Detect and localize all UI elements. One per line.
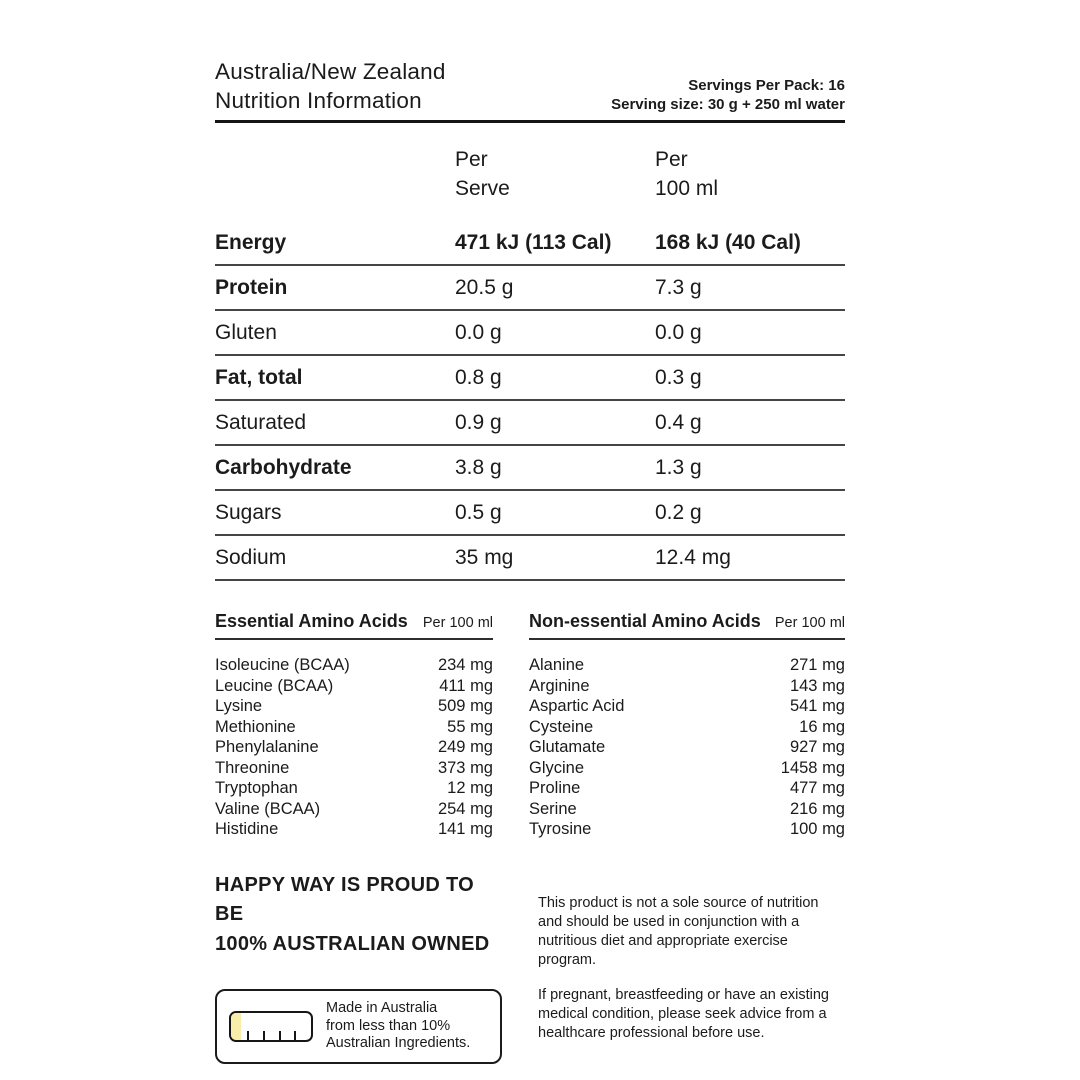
- column-spacer: [215, 145, 455, 203]
- page-title-line2: Nutrition Information: [215, 88, 422, 113]
- row-label: Sodium: [215, 545, 287, 569]
- unit-label: Per 100 ml: [774, 615, 845, 631]
- row-label: Sugars: [215, 500, 282, 524]
- australian-made-gauge-icon: [229, 1011, 313, 1042]
- per-serve-value: 35 mg: [455, 545, 514, 569]
- unit-label: Per 100 ml: [422, 615, 493, 631]
- amino-row: Lysine 509 mg: [215, 697, 493, 715]
- per-serve-value: 0.0 g: [455, 320, 502, 344]
- row-label: Carbohydrate: [215, 455, 352, 479]
- header: [215, 57, 845, 123]
- made-in-australia-text: Made in Australia from less than 10% Australian Ingredients.: [326, 1000, 471, 1051]
- per-serve-value: 471 kJ (113 Cal): [455, 230, 612, 254]
- label-sheet: [215, 57, 845, 1064]
- per-100ml-value: 1.3 g: [655, 455, 702, 479]
- table-row-sugars: [215, 491, 845, 536]
- serving-info: [611, 76, 845, 115]
- row-label: Energy: [215, 230, 287, 254]
- table-column-headers: [215, 145, 845, 203]
- amino-row: Aspartic Acid 541 mg: [529, 697, 845, 715]
- footer-right: [538, 871, 845, 1064]
- non-essential-amino-list: [529, 655, 845, 840]
- table-row-gluten: [215, 311, 845, 356]
- amino-row: Glutamate 927 mg: [529, 738, 845, 756]
- disclaimer-nutrition: This product is not a sole source of nutrition and should be used in conjunction with a nutritious diet and appropriate exercise program.: [538, 894, 819, 968]
- table-row-carbohydrate: [215, 446, 845, 491]
- gauge-fill: [231, 1013, 241, 1040]
- disclaimer-medical: If pregnant, breastfeeding or have an existing medical condition, please seek advice from a healthcare professional before use.: [538, 986, 829, 1041]
- amino-row: Methionine 55 mg: [215, 717, 493, 736]
- brand-headline: HAPPY WAY IS PROUD TO BE 100% AUSTRALIAN OWNED: [215, 873, 490, 955]
- nutrition-table: [215, 221, 845, 581]
- page-title-line1: Australia/New Zealand: [215, 59, 446, 84]
- per-100ml-value: 0.2 g: [655, 500, 702, 524]
- row-label: Fat, total: [215, 365, 303, 389]
- amino-row: Tyrosine 100 mg: [529, 820, 845, 838]
- amino-row: Cysteine 16 mg: [529, 717, 845, 736]
- per-100ml-value: 0.4 g: [655, 410, 702, 434]
- section-title: Essential Amino Acids: [215, 611, 408, 631]
- per-100ml-value: 7.3 g: [655, 275, 702, 299]
- non-essential-amino-acids: [529, 611, 845, 840]
- amino-row: Leucine (BCAA) 411 mg: [215, 676, 493, 695]
- page-title: [215, 57, 446, 115]
- amino-row: Valine (BCAA) 254 mg: [215, 799, 493, 818]
- serving-size: Serving size: 30 g + 250 ml water: [611, 96, 845, 113]
- amino-row: Arginine 143 mg: [529, 676, 845, 695]
- amino-row: Alanine 271 mg: [529, 656, 845, 674]
- footer: [215, 871, 845, 1064]
- amino-row: Phenylalanine 249 mg: [215, 738, 493, 756]
- made-in-australia-box: [215, 989, 502, 1064]
- column-header-per-serve: Per Serve: [455, 148, 510, 200]
- column-header-per-100ml: Per 100 ml: [655, 148, 719, 200]
- essential-amino-header: [215, 611, 493, 640]
- per-serve-value: 3.8 g: [455, 455, 502, 479]
- per-serve-value: 0.8 g: [455, 365, 502, 389]
- per-100ml-value: 0.0 g: [655, 320, 702, 344]
- amino-row: Tryptophan 12 mg: [215, 779, 493, 797]
- per-100ml-value: 12.4 mg: [655, 545, 731, 569]
- section-title: Non-essential Amino Acids: [529, 611, 761, 631]
- footer-left: [215, 871, 502, 1064]
- table-row-energy: [215, 221, 845, 266]
- table-row-saturated: [215, 401, 845, 446]
- row-label: Gluten: [215, 320, 277, 344]
- table-row-protein: [215, 266, 845, 311]
- per-100ml-value: 0.3 g: [655, 365, 702, 389]
- amino-row: Glycine 1458 mg: [529, 758, 845, 777]
- amino-row: Threonine 373 mg: [215, 758, 493, 777]
- servings-per-pack: Servings Per Pack: 16: [688, 77, 845, 94]
- essential-amino-acids: [215, 611, 493, 840]
- per-serve-value: 0.5 g: [455, 500, 502, 524]
- row-label: Saturated: [215, 410, 307, 434]
- non-essential-amino-header: [529, 611, 845, 640]
- essential-amino-list: [215, 655, 493, 840]
- amino-row: Isoleucine (BCAA) 234 mg: [215, 656, 493, 674]
- amino-row: Histidine 141 mg: [215, 820, 493, 838]
- amino-row: Proline 477 mg: [529, 779, 845, 797]
- per-serve-value: 20.5 g: [455, 275, 514, 299]
- table-row-sodium: [215, 536, 845, 581]
- amino-acids-section: [215, 611, 845, 840]
- amino-row: Serine 216 mg: [529, 799, 845, 818]
- per-serve-value: 0.9 g: [455, 410, 502, 434]
- table-row-fat-total: [215, 356, 845, 401]
- row-label: Protein: [215, 275, 288, 299]
- per-100ml-value: 168 kJ (40 Cal): [655, 230, 801, 254]
